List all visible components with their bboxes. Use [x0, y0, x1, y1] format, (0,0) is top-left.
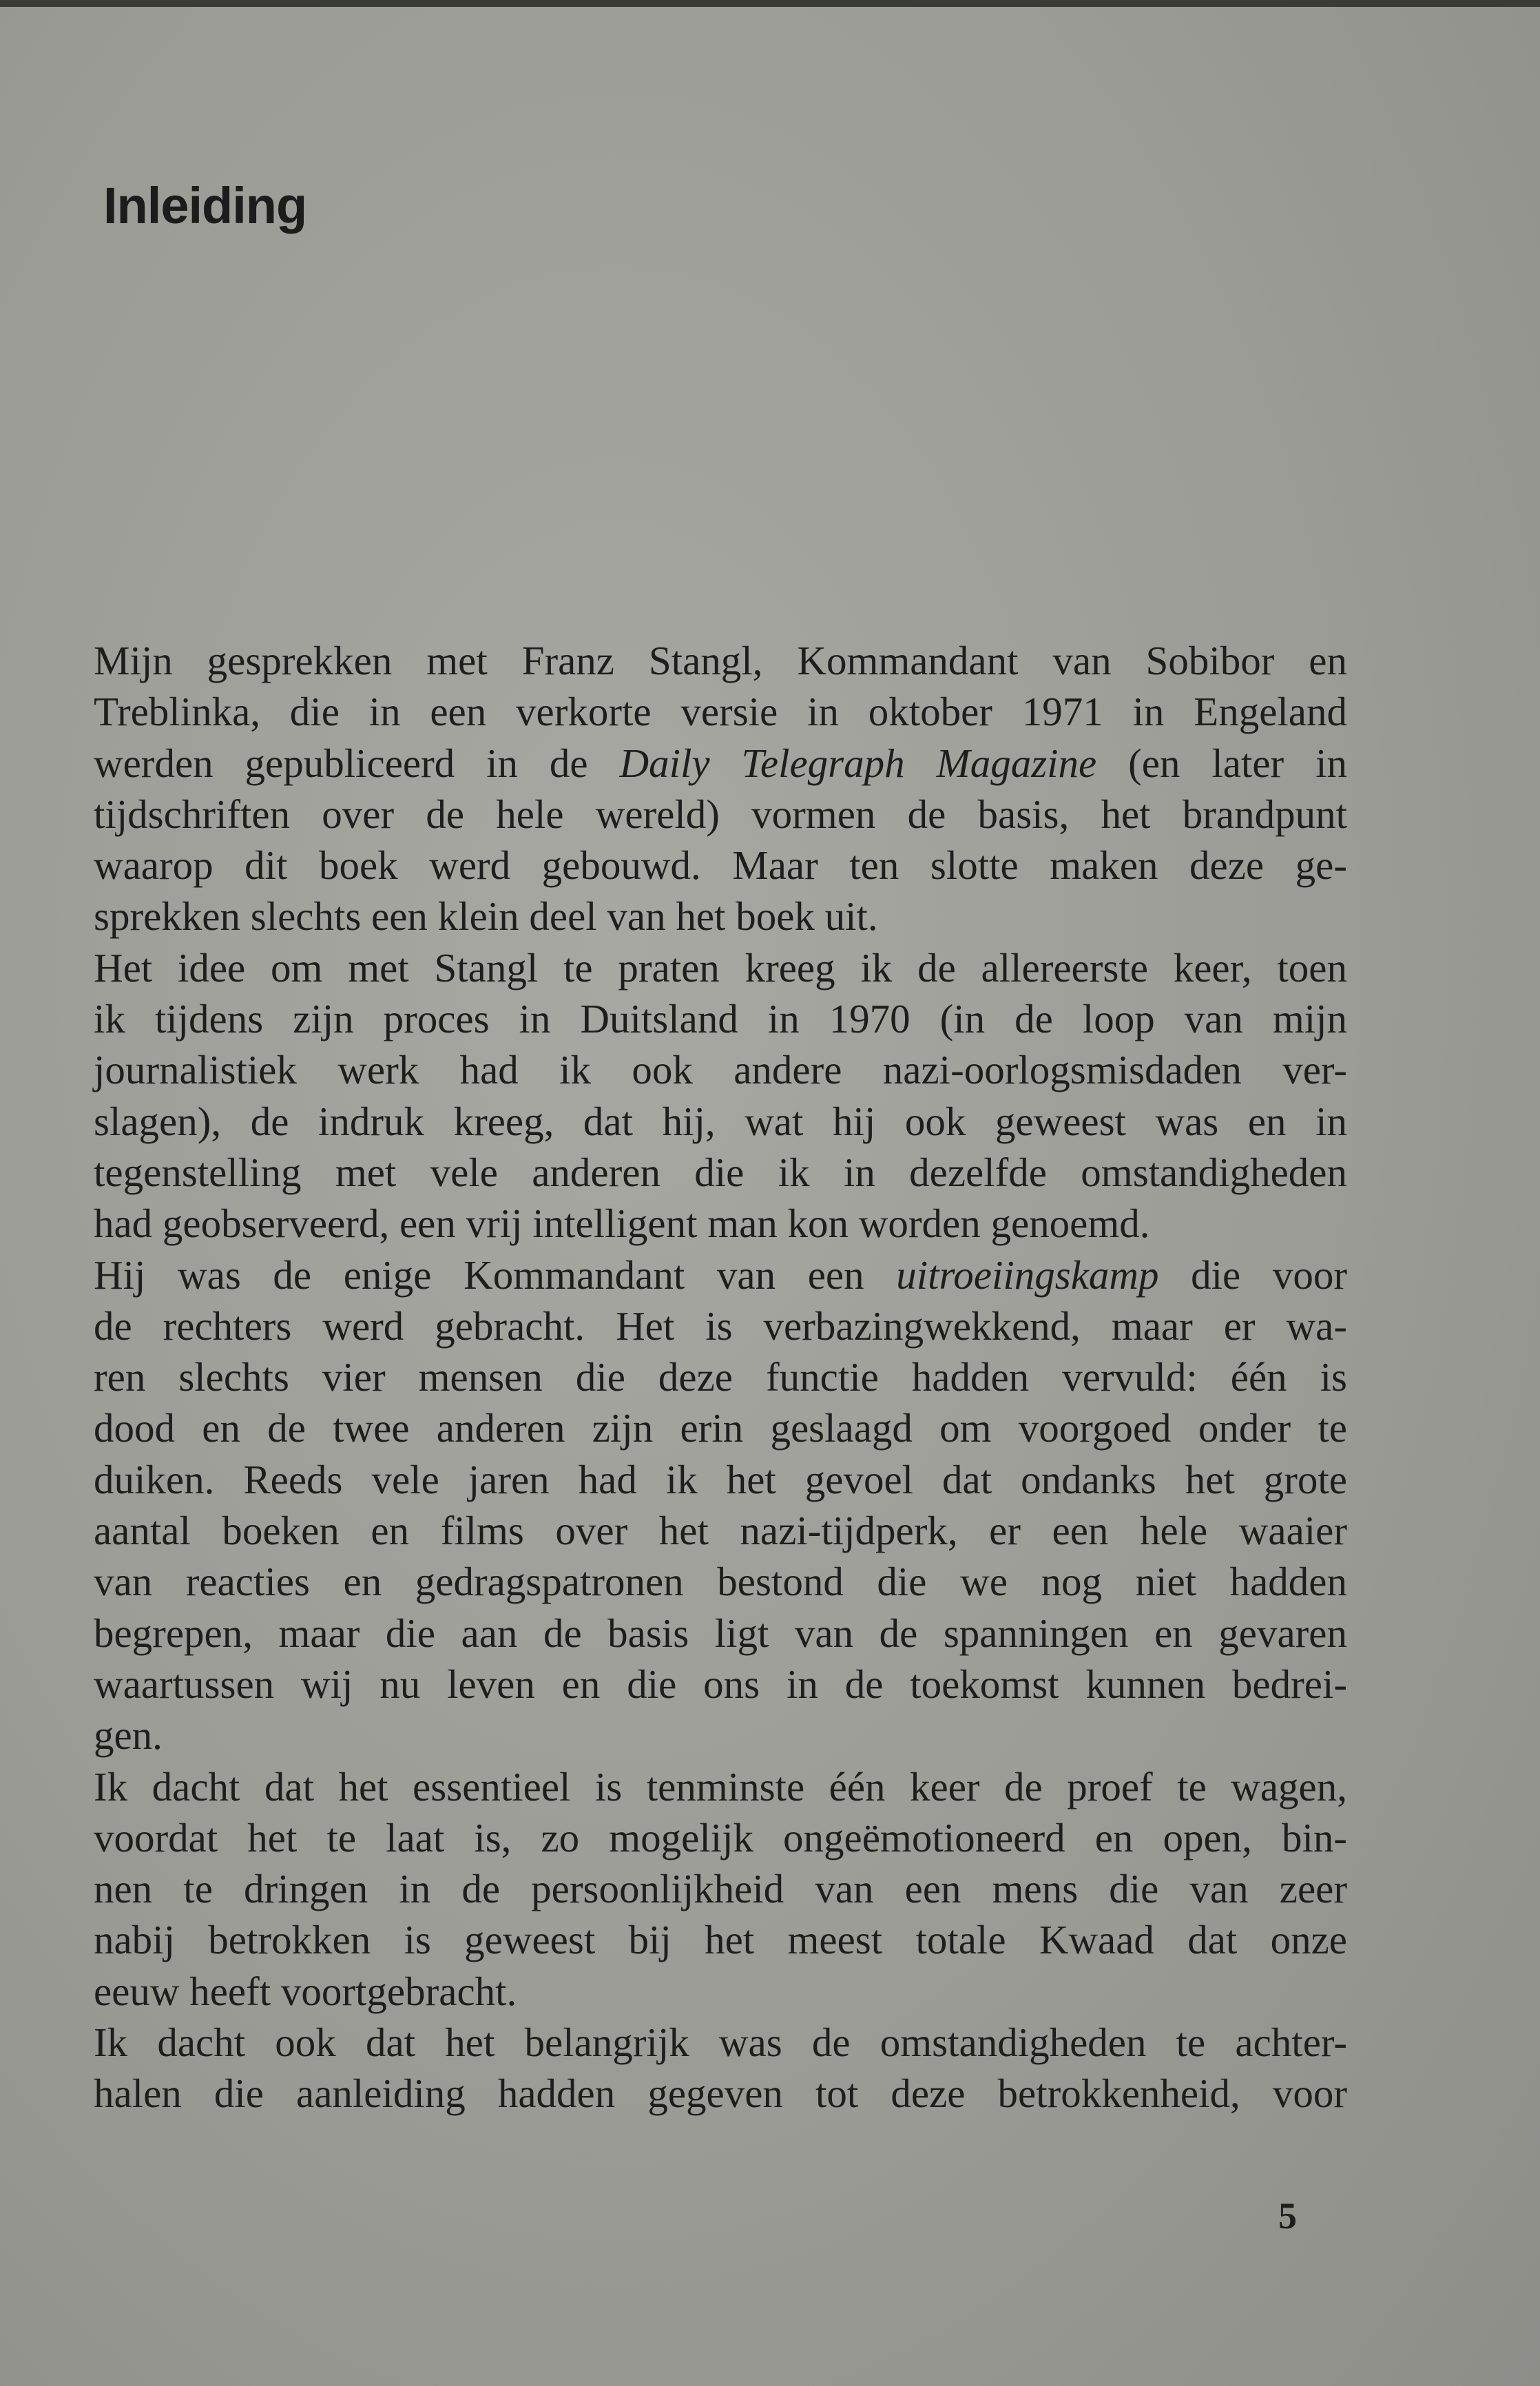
text-segment: waarop dit boek werd gebouwd. Maar ten slotte maken deze ge- [94, 842, 1347, 889]
text-segment: die voor [1158, 1252, 1347, 1298]
text-line [94, 686, 1347, 737]
text-segment: nen te dringen in de persoonlijkheid van een mens die van zeer [94, 1866, 1347, 1912]
text-line [94, 1710, 1347, 1761]
text-line [94, 1966, 1347, 2017]
text-segment: ren slechts vier mensen die deze functie hadden vervuld: één is [94, 1354, 1347, 1400]
text-line [94, 1351, 1347, 1402]
italic-text-segment: uitroeiingskamp [896, 1252, 1159, 1298]
text-line [94, 1914, 1347, 1965]
text-segment: (en later in [1096, 740, 1348, 786]
text-line [94, 2068, 1347, 2119]
text-line [94, 891, 1347, 942]
text-segment: sprekken slechts een klein deel van het boek uit. [94, 893, 878, 940]
text-line [94, 1044, 1347, 1095]
text-line [94, 1505, 1347, 1556]
text-segment: aantal boeken en films over het nazi-tijdperk, er een hele waaier [94, 1508, 1347, 1554]
text-line [94, 1812, 1347, 1863]
text-segment: eeuw heeft voortgebracht. [94, 1968, 517, 2014]
text-line [94, 1608, 1347, 1659]
text-line [94, 942, 1347, 993]
text-segment: journalistiek werk had ik ook andere nazi-oorlogsmisdaden ver- [94, 1047, 1347, 1093]
text-line [94, 840, 1347, 891]
chapter-heading: Inleiding [103, 177, 307, 234]
text-line [94, 1556, 1347, 1607]
text-line [94, 1761, 1347, 1812]
text-segment: ik tijdens zijn proces in Duitsland in 1970 (in de loop van mijn [94, 996, 1347, 1042]
text-segment: tijdschriften over de hele wereld) vormen de basis, het brandpunt [94, 791, 1347, 837]
text-segment: nabij betrokken is geweest bij het meest totale Kwaad dat onze [94, 1917, 1347, 1963]
text-segment: waartussen wij nu leven en die ons in de toekomst kunnen bedrei- [94, 1661, 1347, 1707]
text-segment: Treblinka, die in een verkorte versie in oktober 1971 in Engeland [94, 689, 1347, 735]
text-segment: dood en de twee anderen zijn erin geslaagd om voorgoed onder te [94, 1405, 1347, 1451]
text-segment: Hij was de enige Kommandant van een [94, 1252, 897, 1298]
page-number: 5 [1278, 2195, 1297, 2237]
text-line [94, 789, 1347, 840]
text-line [94, 1402, 1347, 1453]
text-line [94, 1863, 1347, 1914]
text-segment: Ik dacht dat het essentieel is tenminste één keer de proef te wagen, [94, 1763, 1347, 1809]
text-segment: halen die aanleiding hadden gegeven tot deze betrokkenheid, voor [94, 2071, 1347, 2117]
text-line [94, 1249, 1347, 1300]
text-segment: Het idee om met Stangl te praten kreeg ik de allereerste keer, toen [94, 944, 1347, 990]
text-segment: gen. [94, 1712, 163, 1759]
italic-text-segment: Daily Telegraph Magazine [619, 740, 1097, 786]
text-line [94, 2017, 1347, 2068]
text-segment: begrepen, maar die aan de basis ligt van de spanningen en gevaren [94, 1610, 1347, 1656]
text-segment: werden gepubliceerd in de [94, 740, 620, 786]
text-segment: tegenstelling met vele anderen die ik in dezelfde omstandigheden [94, 1149, 1347, 1195]
text-line [94, 1454, 1347, 1505]
text-segment: Ik dacht ook dat het belangrijk was de omstandigheden te achter- [94, 2020, 1347, 2066]
text-segment: duiken. Reeds vele jaren had ik het gevoel dat ondanks het grote [94, 1456, 1347, 1502]
text-line [94, 635, 1347, 686]
text-segment: van reacties en gedragspatronen bestond die we nog niet hadden [94, 1559, 1347, 1605]
text-line [94, 1198, 1347, 1249]
body-text [94, 635, 1347, 2119]
text-segment: had geobserveerd, een vrij intelligent man kon worden genoemd. [94, 1201, 1150, 1247]
text-line [94, 738, 1347, 789]
text-segment: Mijn gesprekken met Franz Stangl, Kommandant van Sobibor en [94, 638, 1347, 683]
text-line [94, 1096, 1347, 1147]
text-line [94, 1147, 1347, 1198]
text-line [94, 993, 1347, 1044]
text-line [94, 1659, 1347, 1710]
text-segment: slagen), de indruk kreeg, dat hij, wat hij ook geweest was en in [94, 1098, 1347, 1144]
text-segment: de rechters werd gebracht. Het is verbazingwekkend, maar er wa- [94, 1303, 1347, 1349]
text-line [94, 1300, 1347, 1351]
text-segment: voordat het te laat is, zo mogelijk ongeëmotioneerd en open, bin- [94, 1814, 1347, 1860]
